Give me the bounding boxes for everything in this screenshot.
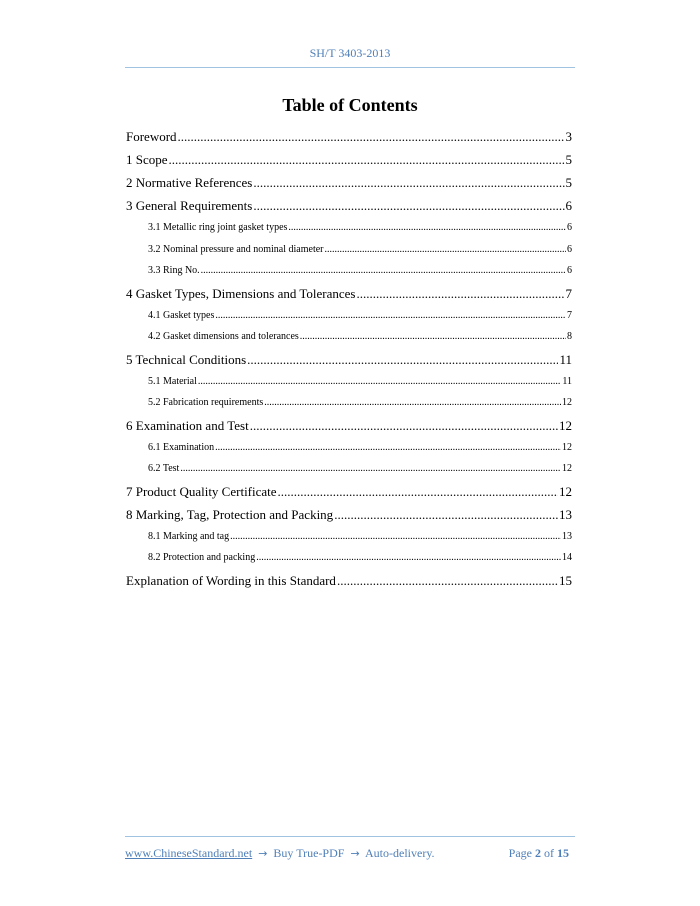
toc-page-number: 5 — [565, 152, 572, 167]
toc-subentry[interactable] — [126, 239, 572, 261]
toc-page-number: 6 — [567, 222, 572, 233]
toc-entry-label: 1 Scope — [126, 152, 168, 167]
arrow-right-icon: → — [258, 847, 268, 860]
toc-entry[interactable] — [126, 348, 572, 371]
page-word: Page — [508, 846, 532, 860]
footer-divider — [125, 836, 575, 837]
toc-dot-leader — [247, 348, 558, 371]
toc-dot-leader — [325, 239, 566, 261]
toc-page-number: 7 — [567, 309, 572, 321]
toc-dot-leader — [215, 305, 566, 327]
buy-true-pdf-text: Buy True-PDF — [273, 846, 345, 860]
toc-dot-leader — [180, 458, 561, 480]
toc-page-number: 3 — [565, 129, 572, 144]
auto-delivery-text: Auto-delivery. — [365, 846, 435, 860]
toc-page-number: 12 — [559, 483, 572, 499]
toc-entry-label: 3.1 Metallic ring joint gasket types — [148, 222, 288, 233]
toc-dot-leader — [288, 217, 566, 239]
toc-page-number: 12 — [562, 397, 572, 408]
toc-entry[interactable] — [126, 569, 572, 592]
toc-entry[interactable] — [126, 480, 572, 503]
toc-dot-leader — [198, 371, 561, 393]
toc-dot-leader — [250, 414, 558, 437]
toc-page-number: 12 — [562, 463, 572, 474]
toc-subentry[interactable] — [126, 392, 572, 414]
toc-page-number: 13 — [562, 530, 572, 542]
toc-dot-leader — [215, 437, 561, 459]
toc-page-number: 6 — [565, 198, 572, 213]
toc-dot-leader — [278, 480, 558, 503]
toc-entry[interactable] — [126, 282, 572, 305]
toc-page-number: 13 — [559, 506, 572, 522]
toc-entry-label: 3 General Requirements — [126, 198, 253, 213]
toc-entry-label: 3.3 Ring No. — [148, 265, 200, 276]
toc-entry-label: 6 Examination and Test — [126, 417, 249, 433]
toc-entry-label: 5 Technical Conditions — [126, 351, 247, 367]
toc-subentry[interactable] — [126, 371, 572, 393]
toc-entry[interactable] — [126, 194, 572, 217]
toc-page-number: 15 — [559, 572, 572, 588]
toc-entry-label: 4 Gasket Types, Dimensions and Tolerances — [126, 285, 356, 301]
toc-entry-label: 6.1 Examination — [148, 441, 215, 453]
arrow-right-icon: → — [350, 847, 360, 860]
page-indicator — [509, 846, 569, 861]
toc-subentry[interactable] — [126, 260, 572, 282]
toc-entry-label: 2 Normative References — [126, 175, 253, 190]
toc-dot-leader — [201, 260, 566, 282]
toc-page-number: 11 — [562, 375, 572, 387]
toc-page-number: 6 — [567, 243, 572, 255]
toc-entry-label: 3.2 Nominal pressure and nominal diameter — [148, 243, 324, 255]
toc-entry-label: Explanation of Wording in this Standard — [126, 572, 336, 588]
toc-entry-label: 4.1 Gasket types — [148, 309, 215, 321]
toc-page-number: 6 — [567, 265, 572, 276]
toc-dot-leader — [337, 569, 558, 592]
header-divider — [125, 67, 575, 68]
toc-entry-label: 5.2 Fabrication requirements — [148, 397, 264, 408]
toc-dot-leader — [169, 148, 565, 171]
toc-entry-label: 6.2 Test — [148, 463, 180, 474]
toc-page-number: 8 — [567, 331, 572, 342]
toc-dot-leader — [253, 171, 564, 194]
toc-subentry[interactable] — [126, 217, 572, 239]
table-of-contents — [126, 125, 572, 592]
toc-dot-leader — [230, 526, 561, 548]
toc-dot-leader — [178, 125, 565, 148]
toc-dot-leader — [253, 194, 564, 217]
toc-entry[interactable] — [126, 414, 572, 437]
toc-dot-leader — [357, 282, 565, 305]
toc-dot-leader — [264, 392, 561, 414]
toc-entry-label: 8 Marking, Tag, Protection and Packing — [126, 506, 334, 522]
toc-entry-label: 8.2 Protection and packing — [148, 552, 256, 563]
total-pages-number: 15 — [557, 846, 569, 860]
toc-dot-leader — [300, 326, 566, 348]
toc-page-number: 5 — [565, 175, 572, 190]
toc-subentry[interactable] — [126, 526, 572, 548]
toc-subentry[interactable] — [126, 458, 572, 480]
toc-subentry[interactable] — [126, 326, 572, 348]
toc-page-number: 12 — [559, 417, 572, 433]
toc-entry-label: Foreword — [126, 129, 177, 144]
toc-entry[interactable] — [126, 125, 572, 148]
toc-page-number: 11 — [559, 351, 572, 367]
toc-dot-leader — [256, 547, 561, 569]
toc-subentry[interactable] — [126, 305, 572, 327]
toc-entry-label: 8.1 Marking and tag — [148, 530, 230, 542]
toc-entry[interactable] — [126, 503, 572, 526]
toc-subentry[interactable] — [126, 547, 572, 569]
toc-title: Table of Contents — [282, 95, 418, 115]
toc-entry-label: 4.2 Gasket dimensions and tolerances — [148, 331, 299, 342]
toc-subentry[interactable] — [126, 437, 572, 459]
toc-page-number: 12 — [562, 441, 572, 453]
toc-entry-label: 7 Product Quality Certificate — [126, 483, 277, 499]
toc-entry[interactable] — [126, 148, 572, 171]
page-footer — [125, 846, 575, 861]
toc-entry[interactable] — [126, 171, 572, 194]
toc-entry-label: 5.1 Material — [148, 375, 197, 387]
chinesestandard-link[interactable]: www.ChineseStandard.net — [125, 846, 253, 860]
current-page-number: 2 — [535, 846, 541, 860]
of-word: of — [544, 846, 554, 860]
toc-dot-leader — [334, 503, 558, 526]
running-header: SH/T 3403-2013 — [309, 46, 391, 60]
toc-page-number: 7 — [565, 285, 572, 301]
toc-page-number: 14 — [562, 552, 572, 563]
